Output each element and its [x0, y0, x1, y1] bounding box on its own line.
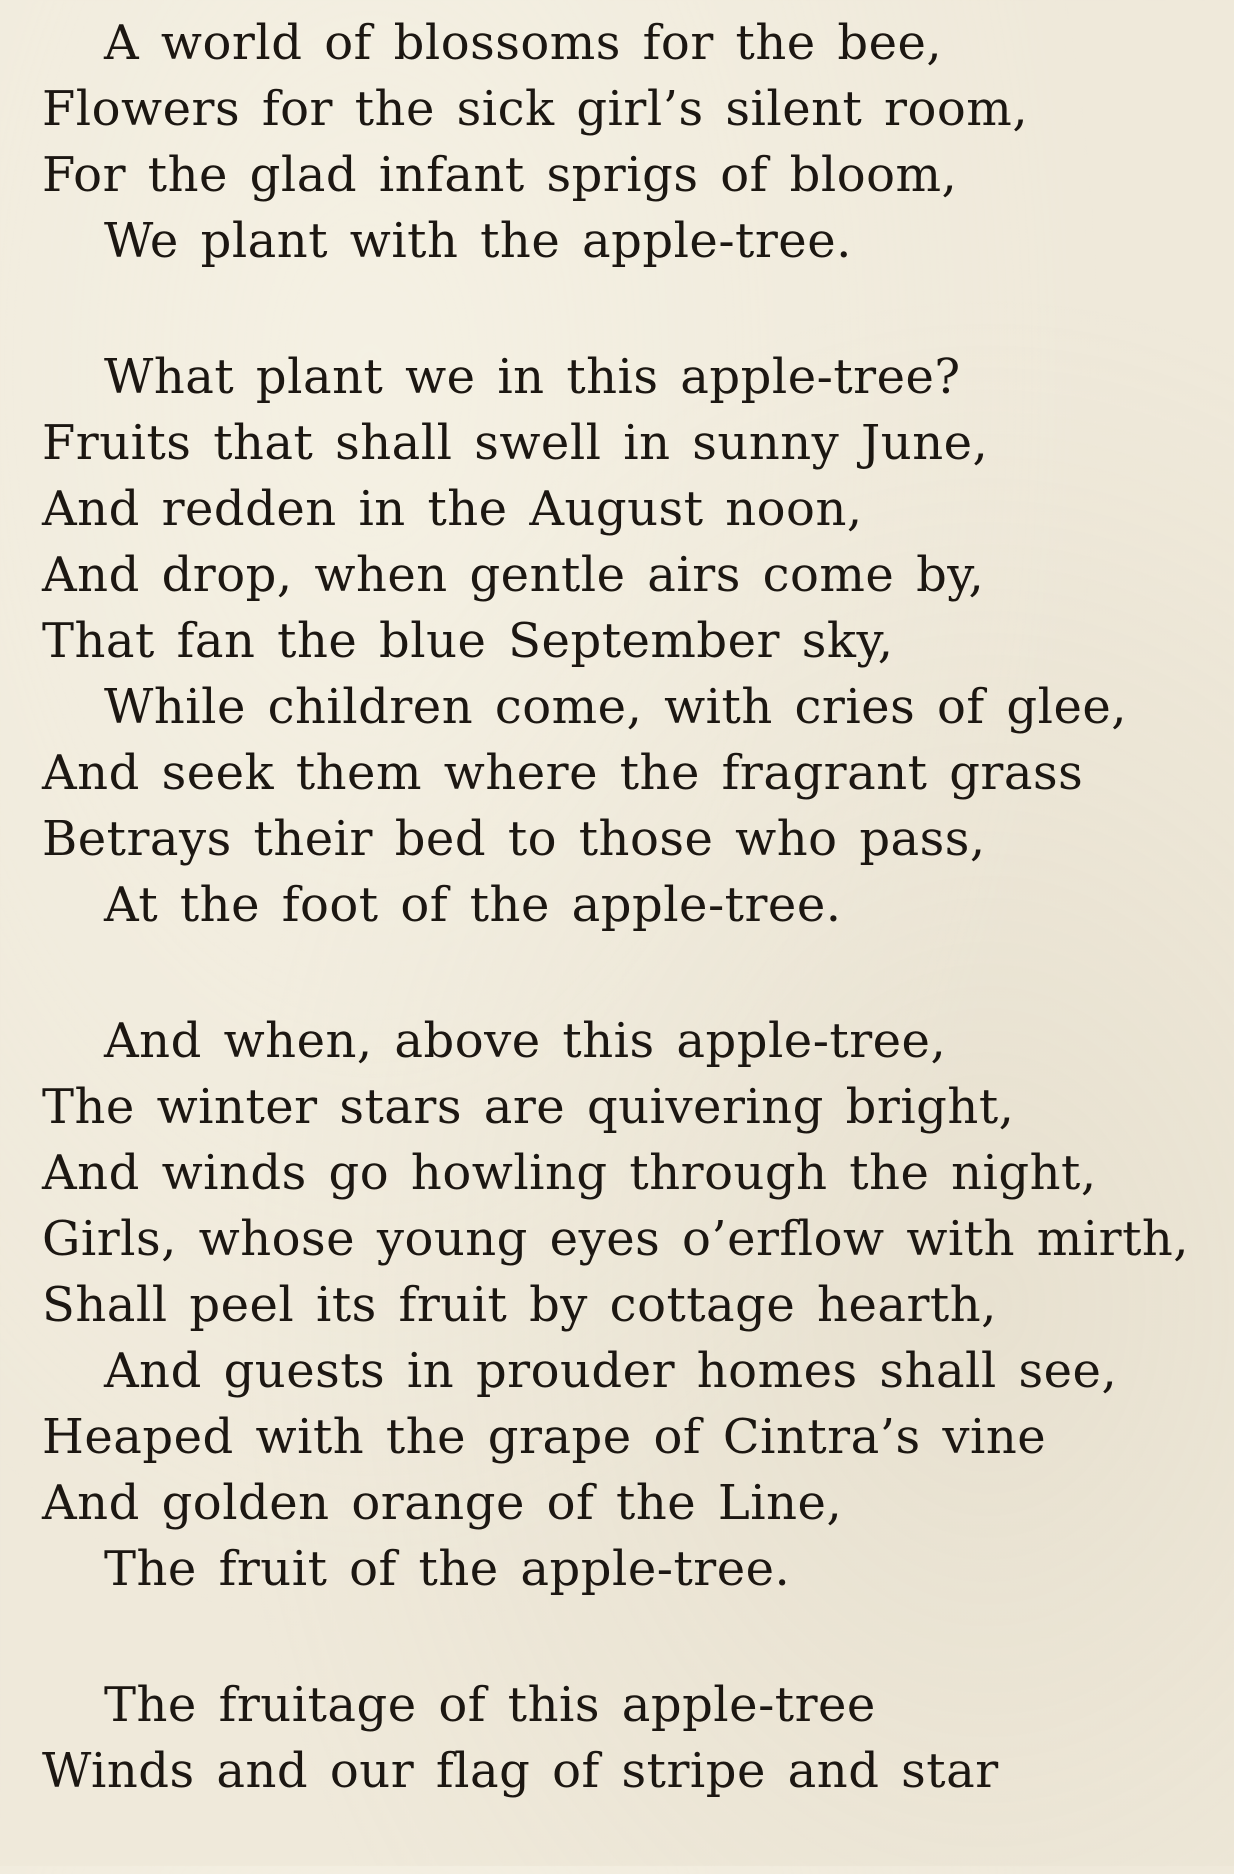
poem-line: Heaped with the grape of Cintra’s vine: [42, 1409, 1047, 1465]
poem-line: And seek them where the fragrant grass: [42, 745, 1084, 801]
poem-line: The fruitage of this apple-tree: [104, 1677, 876, 1733]
poem-line: That fan the blue September sky,: [42, 613, 894, 669]
poem-line: While children come, with cries of glee,: [104, 679, 1128, 735]
poem-line: And redden in the August noon,: [42, 481, 863, 537]
poem-line: And guests in prouder homes shall see,: [104, 1343, 1118, 1399]
poem-line: The winter stars are quivering bright,: [42, 1079, 1015, 1135]
stanza-3: [42, 1008, 1212, 1602]
poem-line: Winds and our flag of stripe and star: [42, 1743, 999, 1799]
poem-line: A world of blossoms for the bee,: [104, 15, 943, 71]
poem-line: Girls, whose young eyes o’erflow with mirth,: [42, 1211, 1190, 1267]
poem-line: And winds go howling through the night,: [42, 1145, 1097, 1201]
stanza-2: [42, 344, 1212, 938]
stanza-4: [42, 1672, 1212, 1804]
poem-line: And golden orange of the Line,: [42, 1475, 843, 1531]
poem-line: Betrays their bed to those who pass,: [42, 811, 986, 867]
poem-text: [42, 10, 1212, 1874]
poem-line: For the glad infant sprigs of bloom,: [42, 147, 958, 203]
poem-line: What plant we in this apple-tree?: [104, 349, 961, 405]
poem-line: Fruits that shall swell in sunny June,: [42, 415, 989, 471]
poem-line: At the foot of the apple-tree.: [104, 877, 842, 933]
poem-line: And when, above this apple-tree,: [104, 1013, 947, 1069]
poem-line: Shall peel its fruit by cottage hearth,: [42, 1277, 997, 1333]
poem-line: The fruit of the apple-tree.: [104, 1541, 791, 1597]
poem-line: Flowers for the sick girl’s silent room,: [42, 81, 1029, 137]
poem-line: And drop, when gentle airs come by,: [42, 547, 985, 603]
poem-line: We plant with the apple-tree.: [104, 213, 852, 269]
stanza-1: [42, 10, 1212, 274]
